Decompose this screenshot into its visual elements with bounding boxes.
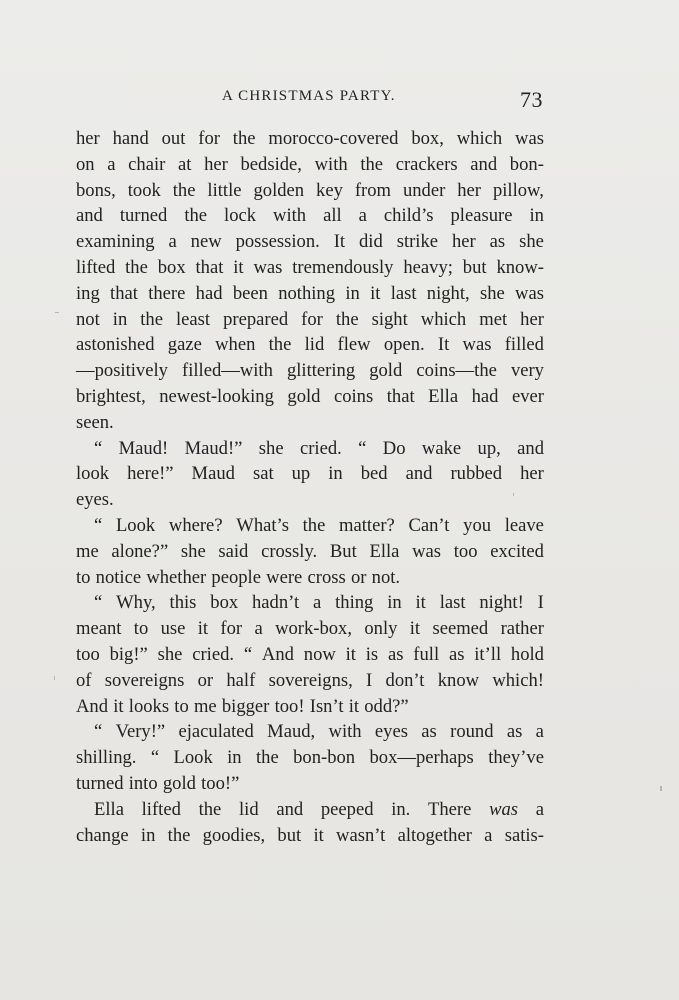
word: the [232, 128, 256, 149]
page-number: 73 [520, 87, 543, 112]
text-line [76, 771, 544, 797]
word: tremendously [292, 256, 394, 278]
word: in. [391, 798, 411, 820]
word: they’ve [488, 747, 544, 769]
word: possession. [235, 231, 320, 253]
text-line [76, 255, 544, 281]
word: which [420, 308, 467, 330]
word: the [256, 747, 279, 769]
word: crackers [395, 153, 458, 175]
word: excited [490, 540, 544, 562]
word: it [113, 695, 124, 717]
word: filled—with [182, 360, 273, 382]
word: cross [307, 566, 346, 588]
text-line [76, 642, 544, 668]
word: the [140, 308, 163, 330]
text-line [76, 410, 544, 436]
word: all [323, 205, 342, 227]
word: out [161, 128, 186, 149]
word: bed [360, 463, 388, 485]
word: her [520, 308, 544, 330]
word: was [515, 282, 544, 304]
word: coins [333, 385, 374, 407]
word: “ [94, 721, 103, 743]
word: turned [119, 205, 168, 227]
word: there [148, 282, 186, 304]
word: night, [426, 282, 470, 304]
word: was [412, 540, 442, 562]
word: rubbed [450, 463, 503, 485]
text-line [76, 745, 544, 771]
word: Maud, [267, 721, 316, 743]
word: change [76, 824, 129, 846]
word: Maud [191, 463, 235, 485]
text-line [76, 281, 544, 307]
word: new [190, 231, 222, 253]
word: “ [94, 437, 103, 459]
word: with [328, 721, 362, 743]
word: the [125, 256, 148, 278]
word: as [489, 231, 506, 253]
word: and [76, 205, 103, 227]
word: but [277, 824, 302, 846]
word: leave [504, 514, 544, 536]
word: ing [76, 282, 100, 304]
word: from [354, 179, 391, 201]
word: this [169, 592, 197, 614]
word: too! [274, 695, 305, 717]
text-line [76, 384, 544, 410]
word: sovereigns, [268, 669, 353, 691]
word: with [273, 205, 307, 227]
word: a [254, 618, 263, 640]
word: Maud! [118, 437, 169, 459]
word: heavy; [403, 256, 453, 278]
word: wake [421, 437, 462, 459]
word: that [386, 385, 415, 407]
word: Maud!” [184, 437, 243, 459]
word: and [470, 153, 498, 175]
word: on [76, 153, 95, 175]
word: the [335, 308, 359, 330]
word: “ [358, 437, 367, 459]
word: hand [112, 128, 149, 149]
word: cried. [192, 643, 235, 665]
word: it’ll [474, 643, 502, 665]
word: the [268, 334, 292, 356]
word: people [211, 566, 261, 588]
word: the [172, 179, 196, 201]
word: It [333, 231, 346, 253]
word: examining [76, 231, 155, 253]
word: pleasure [450, 205, 513, 227]
word: little [207, 179, 242, 201]
text-line [76, 178, 544, 204]
word: it [197, 618, 209, 640]
word: the [167, 824, 191, 846]
word: newest-looking [159, 385, 274, 407]
word: Do [382, 437, 406, 459]
word: said [218, 540, 249, 562]
word: meant [76, 618, 122, 640]
word: which! [492, 669, 544, 691]
word: open. [383, 334, 425, 356]
word: lifted [76, 256, 116, 278]
word: in [112, 308, 128, 330]
word: was [462, 334, 492, 356]
word: a [313, 592, 322, 614]
word: work-box, [275, 618, 353, 640]
text-line [76, 152, 544, 178]
word: morocco-covered [268, 128, 399, 149]
word: it [370, 282, 381, 304]
word: It [437, 334, 450, 356]
word: it [415, 592, 426, 614]
word: box [210, 592, 239, 614]
word: to [76, 566, 91, 588]
word: hadn’t [252, 592, 300, 614]
word: that [195, 256, 224, 278]
word: it [409, 618, 421, 640]
word: last [439, 592, 466, 614]
word: into [128, 772, 158, 794]
word: gold [287, 385, 321, 407]
word: night! [479, 592, 524, 614]
text-line [76, 565, 544, 591]
word: I [537, 592, 544, 614]
word: odd?” [364, 695, 409, 717]
word: to [133, 618, 149, 640]
word: or [350, 566, 367, 588]
word: it [233, 256, 244, 278]
word: the [198, 798, 222, 820]
word: whether [146, 566, 207, 588]
word: alone?” [111, 540, 169, 562]
word: lid [304, 334, 325, 356]
word: Can’t [408, 514, 450, 536]
word: “ [243, 643, 253, 665]
word: looks [128, 695, 170, 717]
word: Look [115, 514, 156, 536]
word: Why, [116, 592, 156, 614]
word: cried. [299, 437, 342, 459]
word: bon- [509, 153, 544, 175]
word: me [193, 695, 217, 717]
word: Very!” [115, 721, 166, 743]
word: had [471, 385, 499, 407]
text-line [76, 668, 544, 694]
word: least [176, 308, 211, 330]
word: “ [94, 514, 103, 536]
word: goodies, [202, 824, 266, 846]
scan-speck [55, 312, 59, 313]
word: golden [253, 179, 305, 201]
word: gold [369, 360, 403, 382]
word: were [266, 566, 303, 588]
text-line [76, 590, 544, 616]
text-line [76, 126, 544, 152]
word: too [76, 643, 100, 665]
word: seen. [76, 411, 114, 433]
word: or [197, 669, 214, 691]
text-line [76, 539, 544, 565]
word: a [484, 824, 493, 846]
word: in [345, 282, 360, 304]
word: not. [371, 566, 401, 588]
word: Ella [94, 798, 124, 820]
word: as [448, 643, 465, 665]
word: child’s [383, 205, 434, 227]
word: And [76, 695, 109, 717]
word: sovereigns [104, 669, 185, 691]
text-line [76, 797, 544, 823]
word: is [365, 643, 379, 665]
word: satis- [504, 824, 544, 846]
word: was [489, 798, 518, 820]
word: but [462, 256, 487, 278]
word: was [253, 256, 283, 278]
word: Look [173, 747, 213, 769]
word: eyes [374, 721, 408, 743]
word: her [76, 128, 100, 149]
word: for [220, 618, 243, 640]
word: only [364, 618, 398, 640]
word: as [421, 721, 437, 743]
word: which [456, 128, 503, 149]
word: But [329, 540, 357, 562]
word: bedside, [240, 153, 302, 175]
word: and [405, 463, 433, 485]
text-line [76, 694, 544, 720]
word: hold [510, 643, 544, 665]
word: brightest, [76, 385, 146, 407]
scan-speck [54, 676, 55, 680]
word: thing [335, 592, 374, 614]
word: lifted [141, 798, 181, 820]
word: her [204, 153, 228, 175]
running-title: A CHRISTMAS PARTY. [222, 88, 396, 104]
word: for [198, 128, 220, 149]
word: the [184, 205, 208, 227]
word: where? [168, 514, 223, 536]
word: too!” [201, 772, 240, 794]
word: use [160, 618, 186, 640]
word: peeped [320, 798, 374, 820]
word: lock [224, 205, 257, 227]
word: glittering [286, 360, 356, 382]
scan-speck [513, 493, 514, 496]
word: matter? [339, 514, 395, 536]
word: had [195, 282, 223, 304]
word: shilling. [76, 747, 137, 769]
word: ejaculated [178, 721, 254, 743]
word: crossly. [261, 540, 318, 562]
text-line [76, 616, 544, 642]
word: you [463, 514, 492, 536]
word: met [479, 308, 508, 330]
word: pillow, [492, 179, 544, 201]
word: box, [411, 128, 444, 149]
word: she [180, 540, 206, 562]
word: chair [128, 153, 166, 175]
word: flew [337, 334, 371, 356]
text-line [76, 823, 544, 849]
word: eyes. [76, 489, 114, 511]
text-line [76, 203, 544, 229]
word: prepared [223, 308, 289, 330]
word: at [178, 153, 192, 175]
word: filled [504, 334, 544, 356]
word: bon-bon [293, 747, 356, 769]
word: in [387, 592, 402, 614]
word: strike [396, 231, 439, 253]
word: I [366, 669, 373, 691]
word: too [453, 540, 478, 562]
word: Ella [369, 540, 400, 562]
word: rather [500, 618, 544, 640]
word: —positively [76, 360, 168, 382]
word: her [457, 179, 481, 201]
text-line [76, 719, 544, 745]
text-line [76, 229, 544, 255]
word: notice [95, 566, 142, 588]
word: big!” [109, 643, 148, 665]
word: under [402, 179, 446, 201]
word: lid [238, 798, 259, 820]
word: Isn’t [309, 695, 344, 717]
word: sat [252, 463, 274, 485]
running-head [0, 88, 679, 112]
word: in [227, 747, 242, 769]
word: been [232, 282, 268, 304]
text-line [76, 436, 544, 462]
word: here!” [127, 463, 174, 485]
word: And [261, 643, 294, 665]
scan-speck [660, 786, 662, 791]
word: took [127, 179, 161, 201]
word: “ [94, 592, 103, 614]
word: a [358, 205, 367, 227]
word: it [313, 824, 324, 846]
word: with [314, 153, 348, 175]
word: me [76, 540, 99, 562]
word: and [276, 798, 304, 820]
word: she [157, 643, 183, 665]
word: the [302, 514, 326, 536]
text-line [76, 307, 544, 333]
word: nothing [278, 282, 336, 304]
word: a [535, 798, 544, 820]
word: now [303, 643, 336, 665]
word: look [76, 463, 110, 485]
word: There [428, 798, 472, 820]
word: as [506, 721, 523, 743]
word: the [360, 153, 384, 175]
word: a [107, 153, 116, 175]
word: don’t [385, 669, 425, 691]
word: What’s [236, 514, 289, 536]
word: very [510, 360, 544, 382]
word: to [174, 695, 189, 717]
word: in [328, 463, 343, 485]
body-text [76, 126, 544, 848]
word: she [519, 231, 544, 253]
text-line [76, 461, 544, 487]
word: gaze [167, 334, 202, 356]
word: key [316, 179, 343, 201]
word: that [110, 282, 138, 304]
word: she [479, 282, 505, 304]
word: wasn’t [336, 824, 386, 846]
text-line [76, 513, 544, 539]
word: know [437, 669, 480, 691]
word: and [517, 437, 544, 459]
text-line [76, 332, 544, 358]
word: her [451, 231, 476, 253]
word: when [215, 334, 256, 356]
word: it [345, 643, 356, 665]
word: it [348, 695, 360, 717]
word: “ [150, 747, 160, 769]
word: in [140, 824, 156, 846]
word: altogether [397, 824, 472, 846]
word: her [520, 463, 544, 485]
word: round [450, 721, 494, 743]
text-line [76, 358, 544, 384]
word: coins—the [416, 360, 497, 382]
word: up, [477, 437, 501, 459]
word: astonished [76, 334, 155, 356]
word: sight [371, 308, 408, 330]
word: ever [511, 385, 544, 407]
word: of [76, 669, 92, 691]
word: half [226, 669, 256, 691]
word: Ella [428, 385, 459, 407]
word: know- [496, 256, 544, 278]
word: a [535, 721, 544, 743]
word: she [258, 437, 284, 459]
word: box [157, 256, 186, 278]
word: in [529, 205, 544, 227]
word: box—perhaps [369, 747, 474, 769]
word: seemed [432, 618, 489, 640]
word: did [359, 231, 383, 253]
word: gold [162, 772, 196, 794]
word: not [76, 308, 100, 330]
word: full [413, 643, 440, 665]
word: last [390, 282, 417, 304]
word: was [515, 128, 544, 149]
word: a [168, 231, 177, 253]
word: bons, [76, 179, 116, 201]
word: turned [76, 772, 124, 794]
word: as [387, 643, 404, 665]
word: up [291, 463, 311, 485]
text-line [76, 487, 544, 513]
word: for [301, 308, 323, 330]
word: bigger [221, 695, 270, 717]
